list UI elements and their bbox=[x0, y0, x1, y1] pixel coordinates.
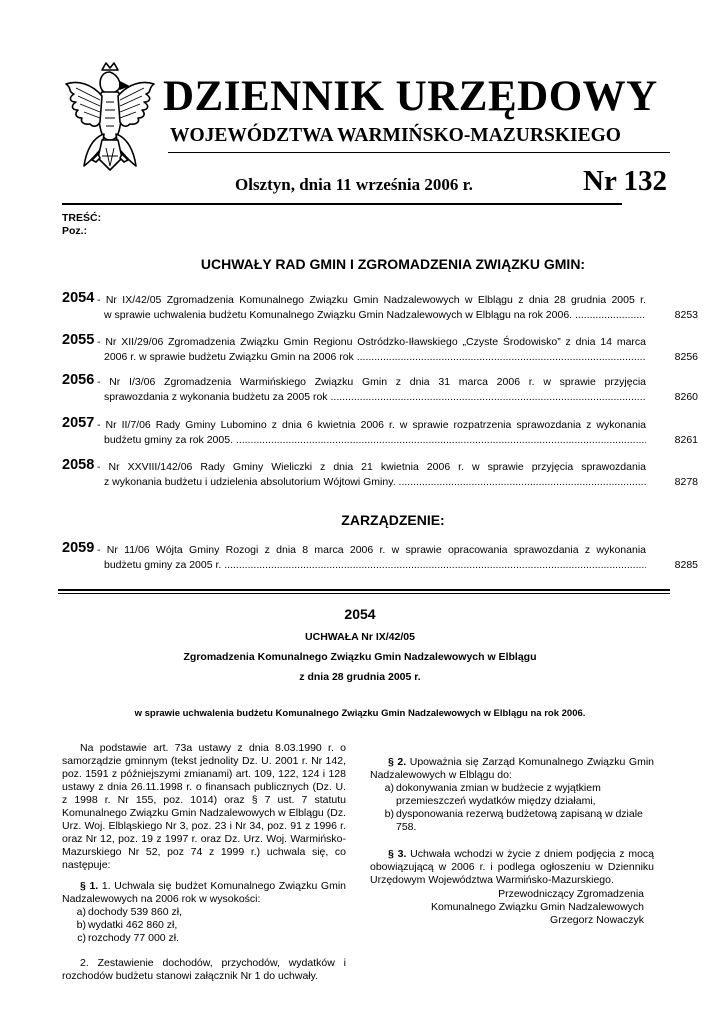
paragraph-1-text: 1. Uchwala się budżet Komunalnego Związku Gmin Nadzalewowych na 2006 rok w wysokości: bbox=[62, 880, 347, 905]
paragraph-2-label: § 2. bbox=[388, 756, 407, 768]
toc-entry-page: 8253 bbox=[674, 309, 698, 321]
paragraph-1-point-2: 2. Zestawienie dochodów, przychodów, wydatków i rozchodów budżetu stanowi załącznik Nr 1 do uchwały. bbox=[62, 957, 346, 982]
paragraph-1 bbox=[62, 880, 346, 906]
toc-entry-title: - Nr I/3/06 Zgromadzenia Warmińskiego Związku Gmin z dnia 31 marca 2006 r. w sprawie przyjęcia bbox=[97, 376, 646, 388]
toc-entry-title: - Nr XXVIII/142/06 Rady Gminy Wieliczki z dnia 21 kwietnia 2006 r. w sprawie przyjęcia sprawozdania bbox=[97, 461, 646, 473]
paragraph-1-label: § 1. bbox=[80, 880, 99, 892]
signature-name: Grzegorz Nowaczyk bbox=[550, 914, 644, 926]
toc-entry-title: - Nr II/7/06 Rady Gminy Lubomino z dnia 6 kwietnia 2006 r. w sprawie rozpatrzenia sprawozdania z wykonania bbox=[97, 419, 646, 431]
masthead-divider bbox=[168, 152, 670, 153]
toc-entry-page: 8278 bbox=[674, 476, 698, 488]
list-item: a) dochody 539 860 zł, bbox=[76, 906, 182, 918]
toc-entry-page: 8261 bbox=[674, 434, 698, 446]
toc-entry-title-cont: sprawozdania z wykonania budżetu za 2005 rok ..... bbox=[104, 390, 646, 405]
toc-entry-title: - Nr IX/42/05 Zgromadzenia Komunalnego Związku Gmin Nadzalewowych w Elblągu z dnia 28 grudnia 2005 r. bbox=[97, 294, 646, 306]
act-date: z dnia 28 grudnia 2005 r. bbox=[299, 671, 421, 683]
toc-entry-title-cont: w sprawie uchwalenia budżetu Komunalnego Związku Gmin Nadzalewowych w Elblągu na rok 2006. ..... bbox=[104, 308, 646, 323]
toc-entry-title-cont: 2006 r. w sprawie budżetu Związku Gmin na 2006 rok ..... bbox=[104, 350, 646, 365]
list-item: b) wydatki 462 860 zł, bbox=[76, 919, 178, 931]
toc-content-label: TREŚĆ: bbox=[62, 212, 102, 224]
list-item: b) dysponowania rezerwą budżetową zapisaną w dziale 758. bbox=[384, 808, 643, 833]
section-separator bbox=[58, 589, 670, 591]
paragraph-2-text: Upoważnia się Zarząd Komunalnego Związku Gmin Nadzalewowych w Elblągu do: bbox=[370, 756, 655, 781]
toc-entry-title-cont: z wykonania budżetu i udzielenia absolutorium Wójtowi Gminy. ..... bbox=[104, 475, 646, 490]
toc-section-orders: ZARZĄDZENIE: bbox=[341, 512, 445, 528]
masthead-subtitle: WOJEWÓDZTWA WARMIŃSKO-MAZURSKIEGO bbox=[170, 125, 621, 146]
toc-entry-number: 2059 bbox=[62, 540, 95, 556]
toc-entry-title-cont: budżetu gminy za 2005 r. ..... bbox=[104, 558, 646, 573]
toc-pos-label: Poz.: bbox=[62, 225, 88, 237]
toc-entry-title-cont: budżetu gminy za rok 2005. ..... bbox=[104, 433, 646, 448]
left-column bbox=[62, 742, 346, 983]
header-rule bbox=[62, 203, 622, 205]
paragraph-3-text: Uchwała wchodzi w życie z dniem podjęcia z mocą obowiązującą w 2006 r. i podlega ogłoszeniu w Dzienniku Urzędowym Województwa Warmińsko-Mazurskiego. bbox=[370, 848, 655, 886]
act-name: UCHWAŁA Nr IX/42/05 bbox=[305, 631, 415, 643]
toc-entry-page: 8256 bbox=[674, 351, 698, 363]
toc-entry-title: - Nr 11/06 Wójta Gminy Rozogi z dnia 8 marca 2006 r. w sprawie opracowania sprawozdania z wykonania bbox=[97, 544, 646, 556]
toc-section-resolutions: UCHWAŁY RAD GMIN I ZGROMADZENIA ZWIĄZKU GMIN: bbox=[200, 256, 586, 272]
section-separator-thin bbox=[58, 593, 670, 594]
toc-entry-number: 2057 bbox=[62, 415, 95, 431]
list-item: a) dokonywania zmian w budżecie z wyjątkiem przemieszczeń wydatków między działami, bbox=[384, 782, 601, 807]
paragraph-2 bbox=[370, 756, 654, 782]
toc-entry-number: 2054 bbox=[62, 290, 95, 306]
masthead-title: DZIENNIK URZĘDOWY bbox=[163, 73, 658, 120]
paragraph-3 bbox=[370, 848, 654, 887]
toc-entry-number: 2056 bbox=[62, 372, 95, 388]
signature-role: Przewodniczący Zgromadzenia bbox=[498, 888, 644, 900]
signature-org: Komunalnego Związku Gmin Nadzalewowych bbox=[430, 901, 644, 913]
preamble: Na podstawie art. 73a ustawy z dnia 8.03.1990 r. o samorządzie gminnym (tekst jednolity Dz. U. 2001 r. Nr 142, poz. 1591 z późniejszymi zmianami) art. 109, 122, 124 i 128 ustawy z dnia 26.11.1998 r. o finansach publicznych (Dz. U. z 1998 r. Nr 155, poz. 1014) oraz § 7 ust. 7 statutu Komunalnego Związku Gmin Nadzalewowych w Elblągu (Dz. Urz. Woj. Elbląskiego Nr 3, poz. 23 i Nr 34, poz. 91 z 1996 r. oraz Nr 12, poz. 19 z 1997 r. oraz Dz. Urz. Woj. Warmińsko-Mazurskiego Nr 52, poz 74 z 1999 r.) uchwala się, co następuje: bbox=[62, 742, 346, 871]
issue-number: Nr 132 bbox=[583, 165, 668, 197]
toc-entry-number: 2055 bbox=[62, 332, 95, 348]
act-number: 2054 bbox=[344, 606, 376, 622]
polish-eagle-emblem bbox=[62, 62, 158, 174]
publication-dateline: Olsztyn, dnia 11 września 2006 r. bbox=[235, 175, 473, 194]
paragraph-3-label: § 3. bbox=[388, 848, 407, 860]
act-subject: w sprawie uchwalenia budżetu Komunalnego Związku Gmin Nadzalewowych w Elblągu na rok 2006. bbox=[134, 708, 586, 719]
list-item: c) rozchody 77 000 zł. bbox=[77, 932, 180, 944]
toc-entry-page: 8285 bbox=[674, 559, 698, 571]
right-column bbox=[370, 756, 654, 927]
toc-entry-page: 8260 bbox=[674, 391, 698, 403]
toc-entry-title: - Nr XII/29/06 Zgromadzenia Związku Gmin Regionu Ostródzko-Iławskiego „Czyste Środowisko” z dnia 14 marca bbox=[97, 336, 646, 348]
signature-block bbox=[370, 888, 654, 927]
act-issuing-body: Zgromadzenia Komunalnego Związku Gmin Nadzalewowych w Elblągu bbox=[183, 651, 537, 663]
toc-entry-number: 2058 bbox=[62, 457, 95, 473]
